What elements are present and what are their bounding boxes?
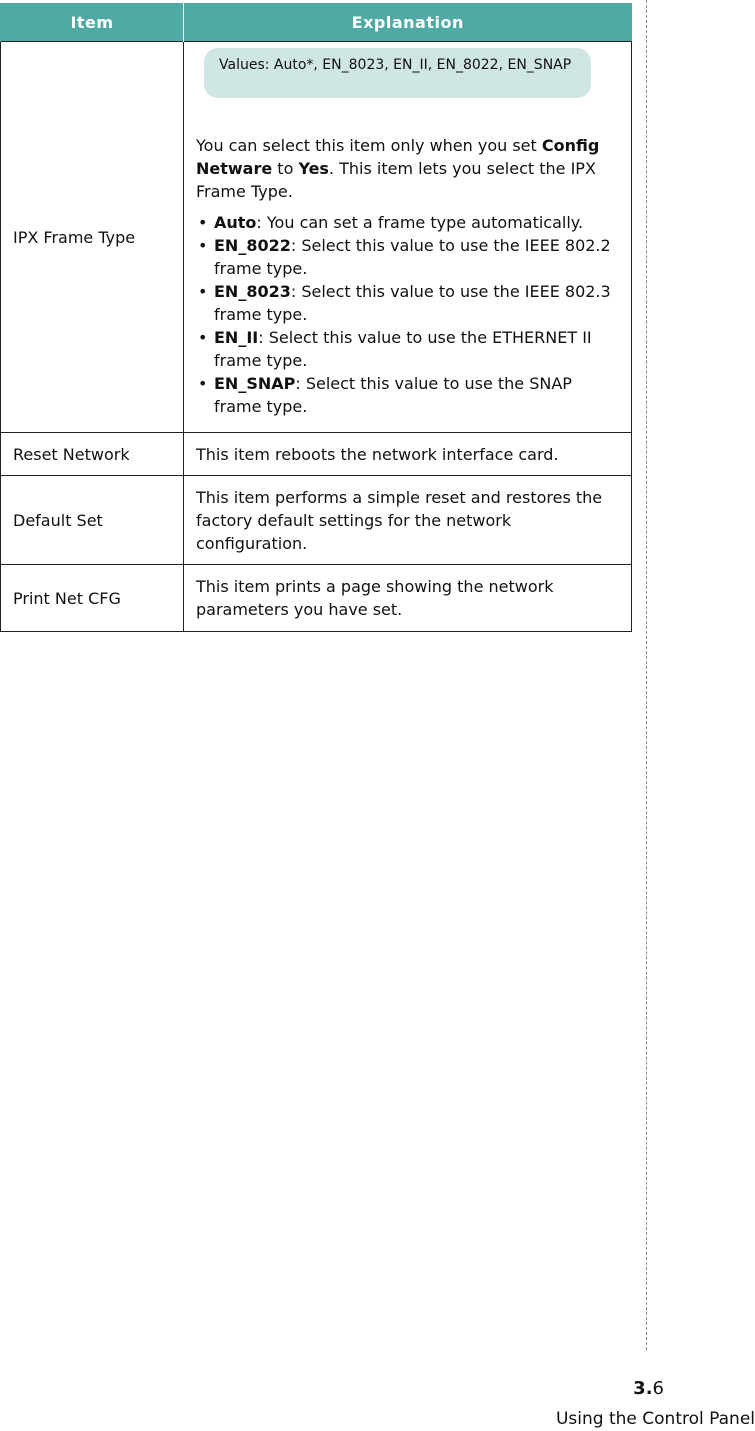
table-row xyxy=(1,476,632,565)
page-number: 3.6 xyxy=(633,1378,664,1399)
explanation-cell: This item performs a simple reset and restores the factory default settings for the network configuration. xyxy=(184,476,632,565)
item-cell: Print Net CFG xyxy=(1,565,184,632)
table-row xyxy=(1,565,632,632)
table-header-row xyxy=(1,3,632,42)
list-item: • EN_8023: Select this value to use the IEEE 802.3 frame type. xyxy=(196,280,619,326)
settings-table xyxy=(0,3,632,632)
values-box: Values: Auto*, EN_8023, EN_II, EN_8022, EN_SNAP xyxy=(204,48,591,98)
explanation-cell: This item prints a page showing the network parameters you have set. xyxy=(184,565,632,632)
list-item: • EN_SNAP: Select this value to use the SNAP frame type. xyxy=(196,372,619,418)
list-item: • EN_II: Select this value to use the ETHERNET II frame type. xyxy=(196,326,619,372)
item-cell: Reset Network xyxy=(1,433,184,476)
item-cell: IPX Frame Type xyxy=(1,42,184,433)
dashed-divider xyxy=(646,0,647,1350)
header-item: Item xyxy=(1,3,184,42)
table-row xyxy=(1,42,632,433)
option-list xyxy=(196,211,619,418)
header-explanation: Explanation xyxy=(184,3,632,42)
section-footer: Using the Control Panel xyxy=(555,1409,755,1429)
table-row xyxy=(1,433,632,476)
list-item: • EN_8022: Select this value to use the IEEE 802.2 frame type. xyxy=(196,234,619,280)
item-cell: Default Set xyxy=(1,476,184,565)
explanation-cell: This item reboots the network interface card. xyxy=(184,433,632,476)
description-paragraph: You can select this item only when you set Config Netware to Yes. This item lets you select the IPX Frame Type. xyxy=(196,136,600,201)
explanation-cell xyxy=(184,42,632,433)
list-item: • Auto: You can set a frame type automatically. xyxy=(196,211,619,234)
